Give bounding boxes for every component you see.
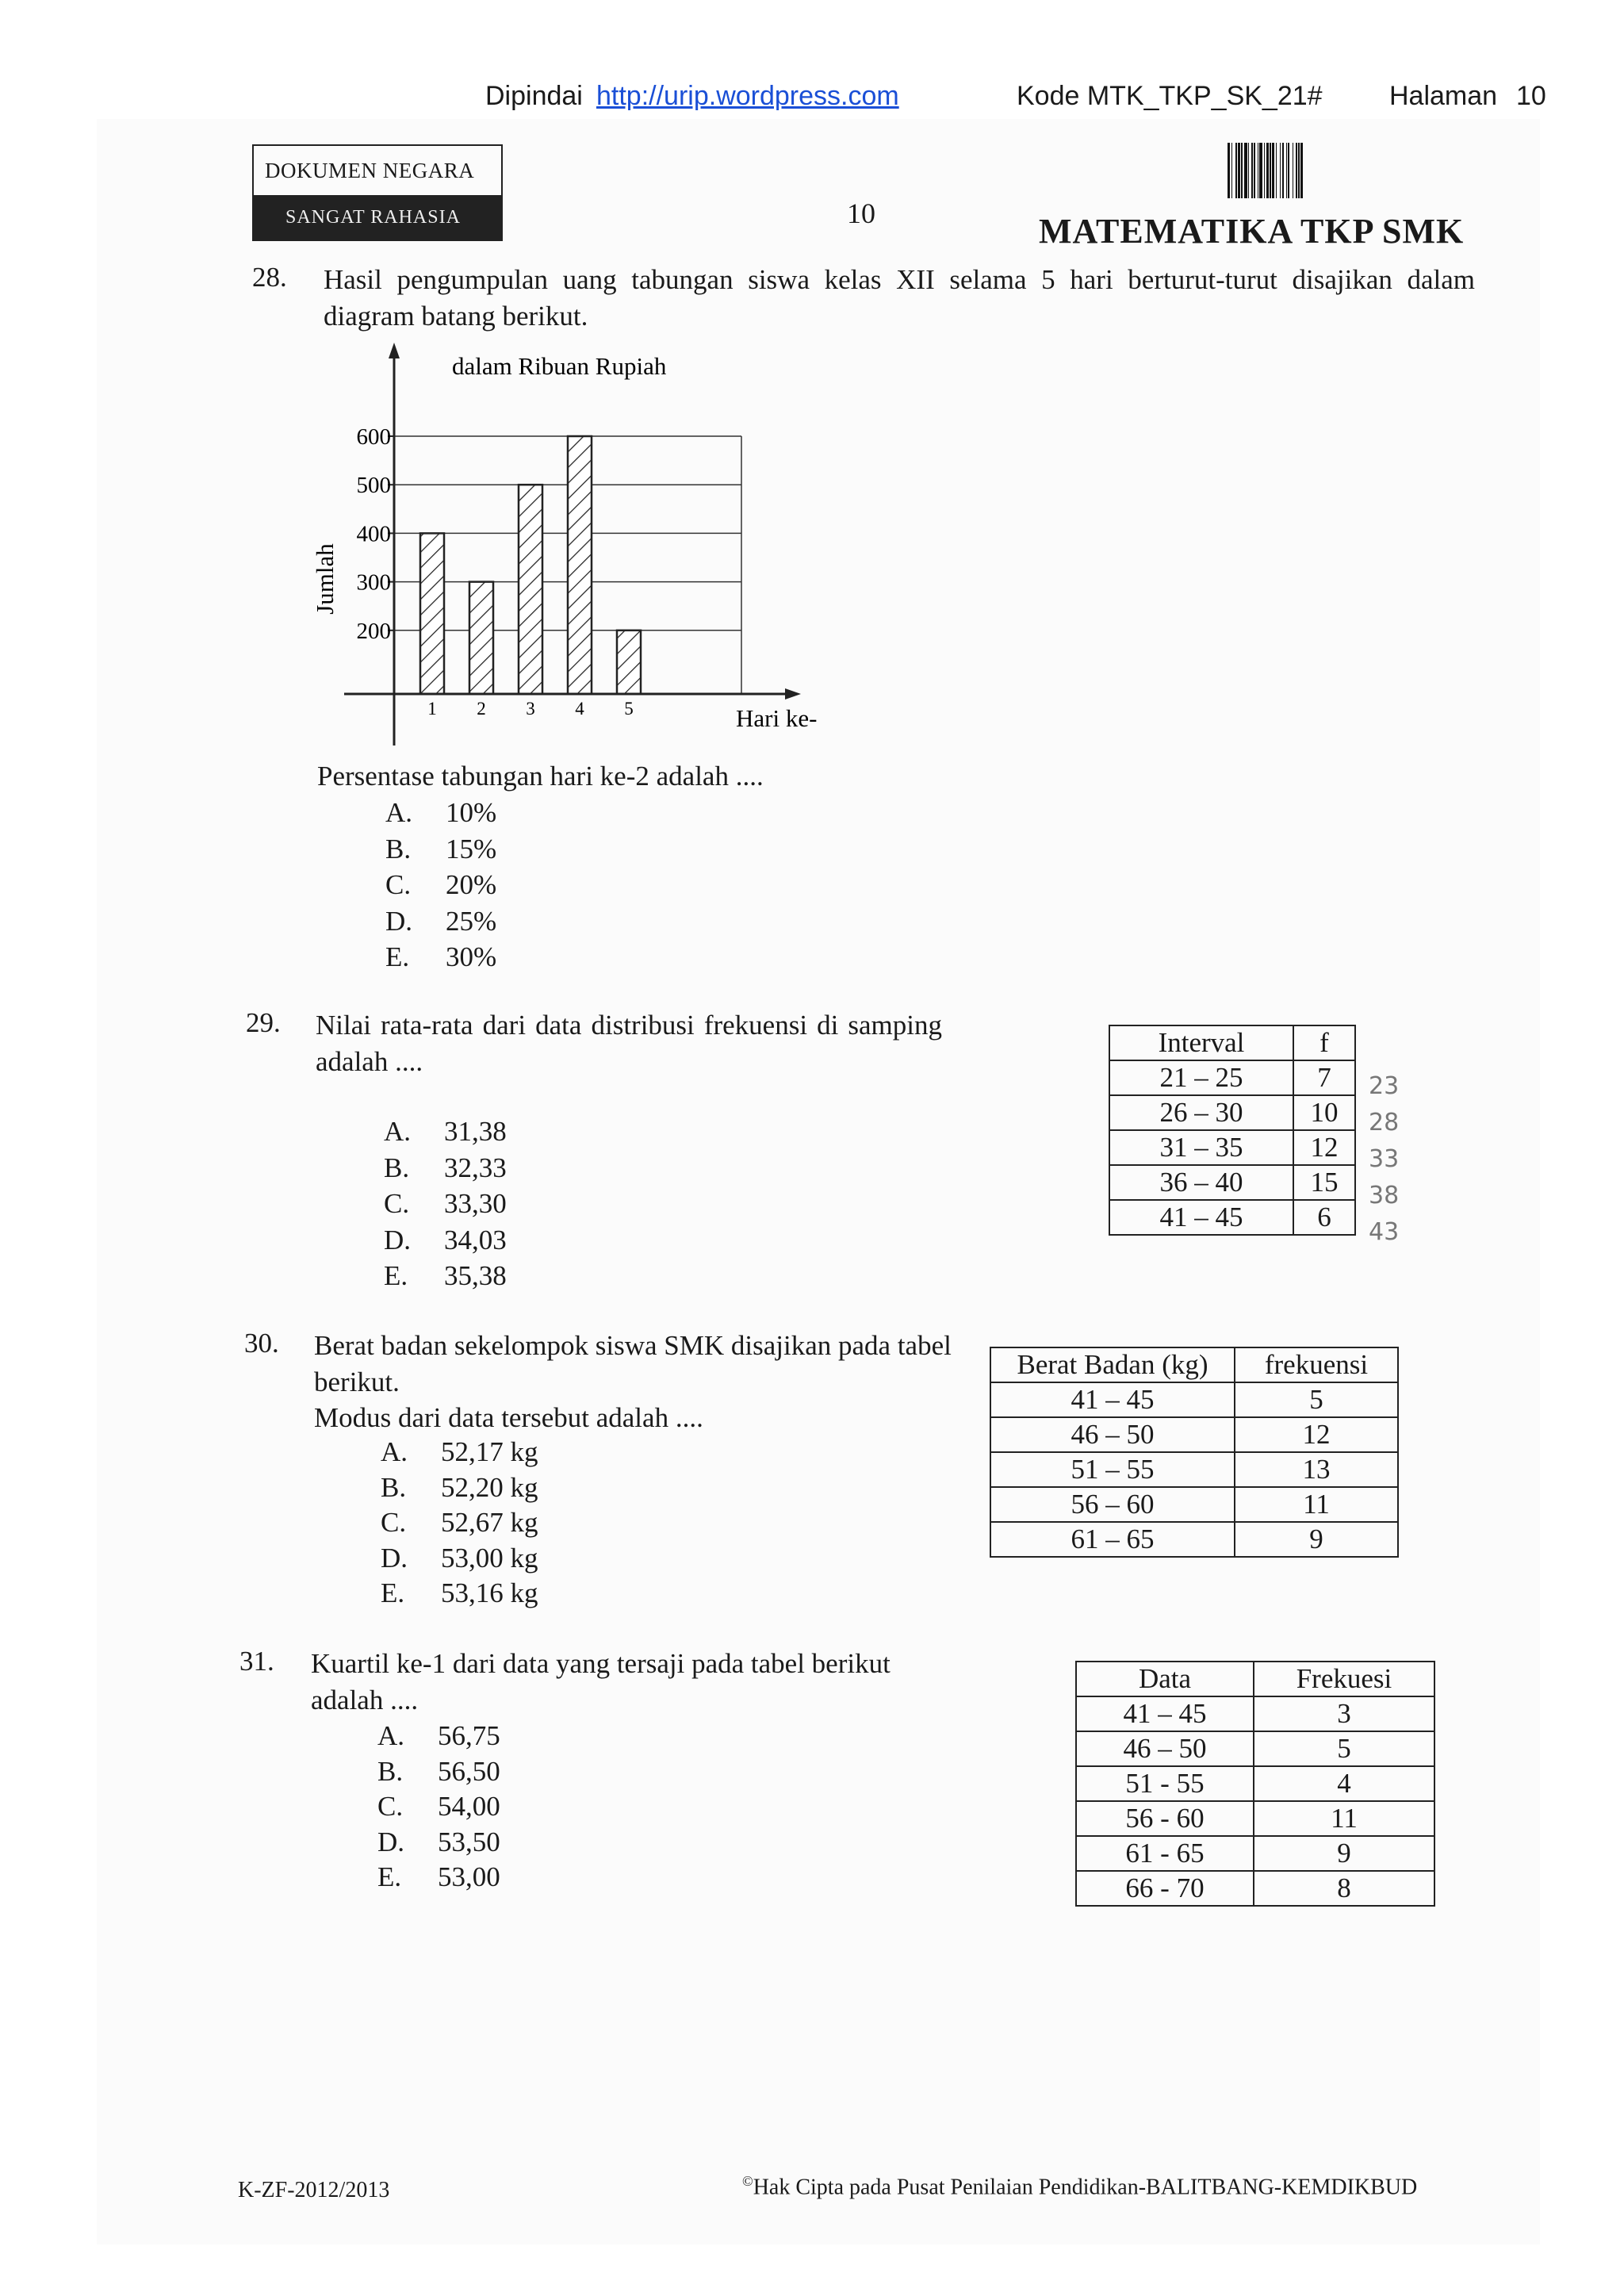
option-text: 53,00 — [438, 1861, 500, 1892]
table-header-cell: Berat Badan (kg) — [990, 1347, 1235, 1382]
table-cell: 41 – 45 — [1109, 1200, 1293, 1235]
option-letter: C. — [384, 1188, 410, 1219]
bar-day-3 — [519, 485, 542, 694]
answer-option — [377, 1788, 500, 1824]
table-cell: 56 - 60 — [1076, 1801, 1254, 1836]
option-text: 33,30 — [444, 1188, 507, 1219]
copyright-icon: © — [742, 2173, 753, 2189]
classification-box — [252, 144, 503, 241]
table-cell: 46 – 50 — [1076, 1731, 1254, 1766]
table-cell: 41 – 45 — [1076, 1696, 1254, 1731]
table-cell: 41 – 45 — [990, 1382, 1235, 1417]
chart-y-axis-label: Jumlah — [311, 543, 339, 615]
answer-option — [381, 1504, 538, 1540]
answer-option — [384, 1258, 507, 1294]
option-text: 52,67 kg — [441, 1507, 538, 1538]
option-text: 56,50 — [438, 1755, 500, 1787]
option-letter: A. — [385, 797, 413, 828]
option-letter: A. — [384, 1116, 412, 1147]
handwritten-midpoint: 43 — [1369, 1218, 1400, 1246]
table-row — [990, 1522, 1398, 1557]
x-tick-label: 5 — [624, 699, 634, 719]
answer-option — [384, 1114, 507, 1149]
x-tick-label: 3 — [526, 699, 535, 719]
table-cell: 31 – 35 — [1109, 1130, 1293, 1165]
table-row — [1076, 1696, 1434, 1731]
table-cell: 3 — [1254, 1696, 1434, 1731]
table-header-cell: Data — [1076, 1662, 1254, 1696]
answer-option — [381, 1575, 538, 1611]
table-cell: 12 — [1235, 1417, 1398, 1452]
table-header-row — [1076, 1662, 1434, 1696]
q31-text: Kuartil ke-1 dari data yang tersaji pada tabel berikut adalah .... — [311, 1648, 891, 1715]
table-cell: 15 — [1293, 1165, 1355, 1200]
option-letter: C. — [381, 1507, 407, 1538]
option-letter: B. — [384, 1152, 410, 1183]
table-cell: 5 — [1235, 1382, 1398, 1417]
option-letter: D. — [384, 1224, 412, 1255]
option-text: 52,20 kg — [441, 1471, 538, 1503]
option-text: 52,17 kg — [441, 1436, 538, 1467]
option-text: 30% — [446, 941, 497, 972]
answer-option — [384, 1186, 507, 1221]
table-cell: 51 – 55 — [990, 1452, 1235, 1487]
answer-option — [381, 1540, 538, 1576]
option-letter: C. — [385, 869, 412, 900]
option-text: 15% — [446, 833, 497, 864]
answer-option — [385, 795, 496, 830]
bar-day-1 — [420, 533, 444, 694]
subject-title: MATEMATIKA TKP SMK — [1039, 212, 1465, 251]
option-text: 53,16 kg — [441, 1577, 538, 1608]
option-letter: D. — [385, 905, 413, 937]
page-number: 10 — [847, 197, 875, 229]
option-letter: A. — [377, 1720, 405, 1751]
answer-option — [385, 831, 496, 867]
footer-code: K-ZF-2012/2013 — [238, 2178, 390, 2202]
table-row — [990, 1417, 1398, 1452]
option-text: 10% — [446, 797, 497, 828]
y-tick-label: 500 — [356, 473, 391, 499]
page-num: 10 — [1516, 81, 1546, 111]
table-cell: 12 — [1293, 1130, 1355, 1165]
answer-option — [377, 1718, 500, 1754]
q31-number: 31. — [239, 1646, 274, 1677]
x-tick-label: 1 — [427, 699, 437, 719]
table-cell: 51 - 55 — [1076, 1766, 1254, 1801]
q29-number: 29. — [246, 1007, 281, 1038]
option-letter: B. — [385, 833, 412, 864]
option-text: 56,75 — [438, 1720, 500, 1751]
table-cell: 66 - 70 — [1076, 1871, 1254, 1906]
table-row — [990, 1487, 1398, 1522]
option-text: 54,00 — [438, 1791, 500, 1822]
option-letter: B. — [381, 1471, 407, 1503]
table-row — [1109, 1165, 1355, 1200]
chart-x-axis-label: Hari ke- — [736, 704, 818, 732]
option-letter: C. — [377, 1791, 404, 1822]
handwritten-midpoint: 28 — [1369, 1109, 1400, 1137]
table-cell: 61 - 65 — [1076, 1836, 1254, 1871]
table-row — [1076, 1731, 1434, 1766]
option-text: 34,03 — [444, 1224, 507, 1255]
bar-day-5 — [617, 631, 641, 694]
answer-option — [381, 1470, 538, 1505]
option-letter: A. — [381, 1436, 408, 1467]
q30-prompt: Modus dari data tersebut adalah .... — [314, 1402, 703, 1433]
table-row — [1076, 1801, 1434, 1836]
table-cell: 26 – 30 — [1109, 1095, 1293, 1130]
table-header-cell: f — [1293, 1025, 1355, 1060]
y-tick-label: 600 — [356, 424, 391, 450]
answer-option — [377, 1754, 500, 1789]
q28-number: 28. — [252, 262, 287, 293]
table-row — [1076, 1766, 1434, 1801]
page-label: Halaman — [1389, 81, 1498, 111]
table-row — [1076, 1836, 1434, 1871]
table-row — [1109, 1130, 1355, 1165]
q29-frequency-table — [1109, 1025, 1356, 1236]
x-tick-label: 2 — [477, 699, 486, 719]
table-header-cell: Frekuesi — [1254, 1662, 1434, 1696]
table-header-row — [1109, 1025, 1355, 1060]
table-row — [990, 1382, 1398, 1417]
table-cell: 8 — [1254, 1871, 1434, 1906]
q28-prompt: Persentase tabungan hari ke-2 adalah .... — [317, 761, 764, 792]
scanned-label: Dipindai — [485, 81, 583, 111]
table-cell: 11 — [1235, 1487, 1398, 1522]
table-row — [1109, 1095, 1355, 1130]
option-text: 32,33 — [444, 1152, 507, 1183]
answer-option — [385, 903, 496, 939]
table-cell: 36 – 40 — [1109, 1165, 1293, 1200]
source-link[interactable]: http://urip.wordpress.com — [596, 81, 899, 111]
table-header-row — [990, 1347, 1398, 1382]
classification-bottom: SANGAT RAHASIA — [254, 195, 501, 240]
option-text: 35,38 — [444, 1260, 507, 1291]
table-cell: 46 – 50 — [990, 1417, 1235, 1452]
option-text: 31,38 — [444, 1116, 507, 1147]
x-tick-label: 4 — [575, 699, 584, 719]
table-cell: 4 — [1254, 1766, 1434, 1801]
option-text: 53,00 kg — [441, 1542, 538, 1573]
document-code: Kode MTK_TKP_SK_21# — [1017, 81, 1323, 111]
option-text: 25% — [446, 905, 497, 937]
handwritten-midpoint: 23 — [1369, 1072, 1400, 1100]
classification-top: DOKUMEN NEGARA — [265, 159, 475, 182]
table-cell: 56 – 60 — [990, 1487, 1235, 1522]
option-letter: E. — [384, 1260, 408, 1291]
table-row — [1109, 1200, 1355, 1235]
table-cell: 9 — [1254, 1836, 1434, 1871]
y-tick-label: 400 — [356, 521, 391, 547]
table-cell: 9 — [1235, 1522, 1398, 1557]
table-cell: 11 — [1254, 1801, 1434, 1836]
option-letter: E. — [377, 1861, 402, 1892]
table-row — [990, 1452, 1398, 1487]
q31-frequency-table — [1075, 1661, 1435, 1907]
q28-text: Hasil pengumpulan uang tabungan siswa kelas XII selama 5 hari berturut-turut disajikan dalam diagram batang berikut. — [324, 264, 1475, 332]
table-cell: 5 — [1254, 1731, 1434, 1766]
copyright-text: Hak Cipta pada Pusat Penilaian Pendidikan-BALITBANG-KEMDIKBUD — [753, 2175, 1418, 2200]
table-cell: 7 — [1293, 1060, 1355, 1095]
option-letter: B. — [377, 1755, 404, 1787]
handwritten-midpoint: 38 — [1369, 1182, 1400, 1209]
barcode-icon — [1228, 143, 1478, 198]
table-cell: 61 – 65 — [990, 1522, 1235, 1557]
table-cell: 21 – 25 — [1109, 1060, 1293, 1095]
table-row — [1109, 1060, 1355, 1095]
option-letter: D. — [381, 1542, 408, 1573]
answer-option — [377, 1824, 500, 1860]
answer-option — [381, 1434, 538, 1470]
option-text: 20% — [446, 869, 497, 900]
table-header-cell: frekuensi — [1235, 1347, 1398, 1382]
answer-option — [377, 1859, 500, 1895]
option-letter: D. — [377, 1826, 405, 1857]
answer-option — [385, 939, 496, 975]
y-tick-label: 200 — [356, 618, 391, 644]
q30-text: Berat badan sekelompok siswa SMK disajikan pada tabel berikut. — [314, 1330, 952, 1397]
q30-number: 30. — [244, 1328, 279, 1359]
chart-title: dalam Ribuan Rupiah — [452, 352, 667, 380]
bar-day-4 — [568, 436, 592, 694]
scan-header — [0, 76, 1624, 124]
table-header-cell: Interval — [1109, 1025, 1293, 1060]
footer-copyright — [742, 2173, 1417, 2200]
option-letter: E. — [381, 1577, 405, 1608]
table-cell: 13 — [1235, 1452, 1398, 1487]
table-cell: 6 — [1293, 1200, 1355, 1235]
answer-option — [384, 1150, 507, 1186]
table-cell: 10 — [1293, 1095, 1355, 1130]
table-row — [1076, 1871, 1434, 1906]
handwritten-midpoint: 33 — [1369, 1145, 1400, 1173]
q29-text: Nilai rata-rata dari data distribusi frekuensi di samping adalah .... — [316, 1010, 942, 1077]
answer-option — [384, 1222, 507, 1258]
y-tick-label: 300 — [356, 569, 391, 596]
bar-chart — [301, 341, 841, 753]
bar-day-2 — [469, 582, 493, 694]
q30-frequency-table — [990, 1347, 1399, 1558]
option-text: 53,50 — [438, 1826, 500, 1857]
option-letter: E. — [385, 941, 410, 972]
answer-option — [385, 867, 496, 903]
